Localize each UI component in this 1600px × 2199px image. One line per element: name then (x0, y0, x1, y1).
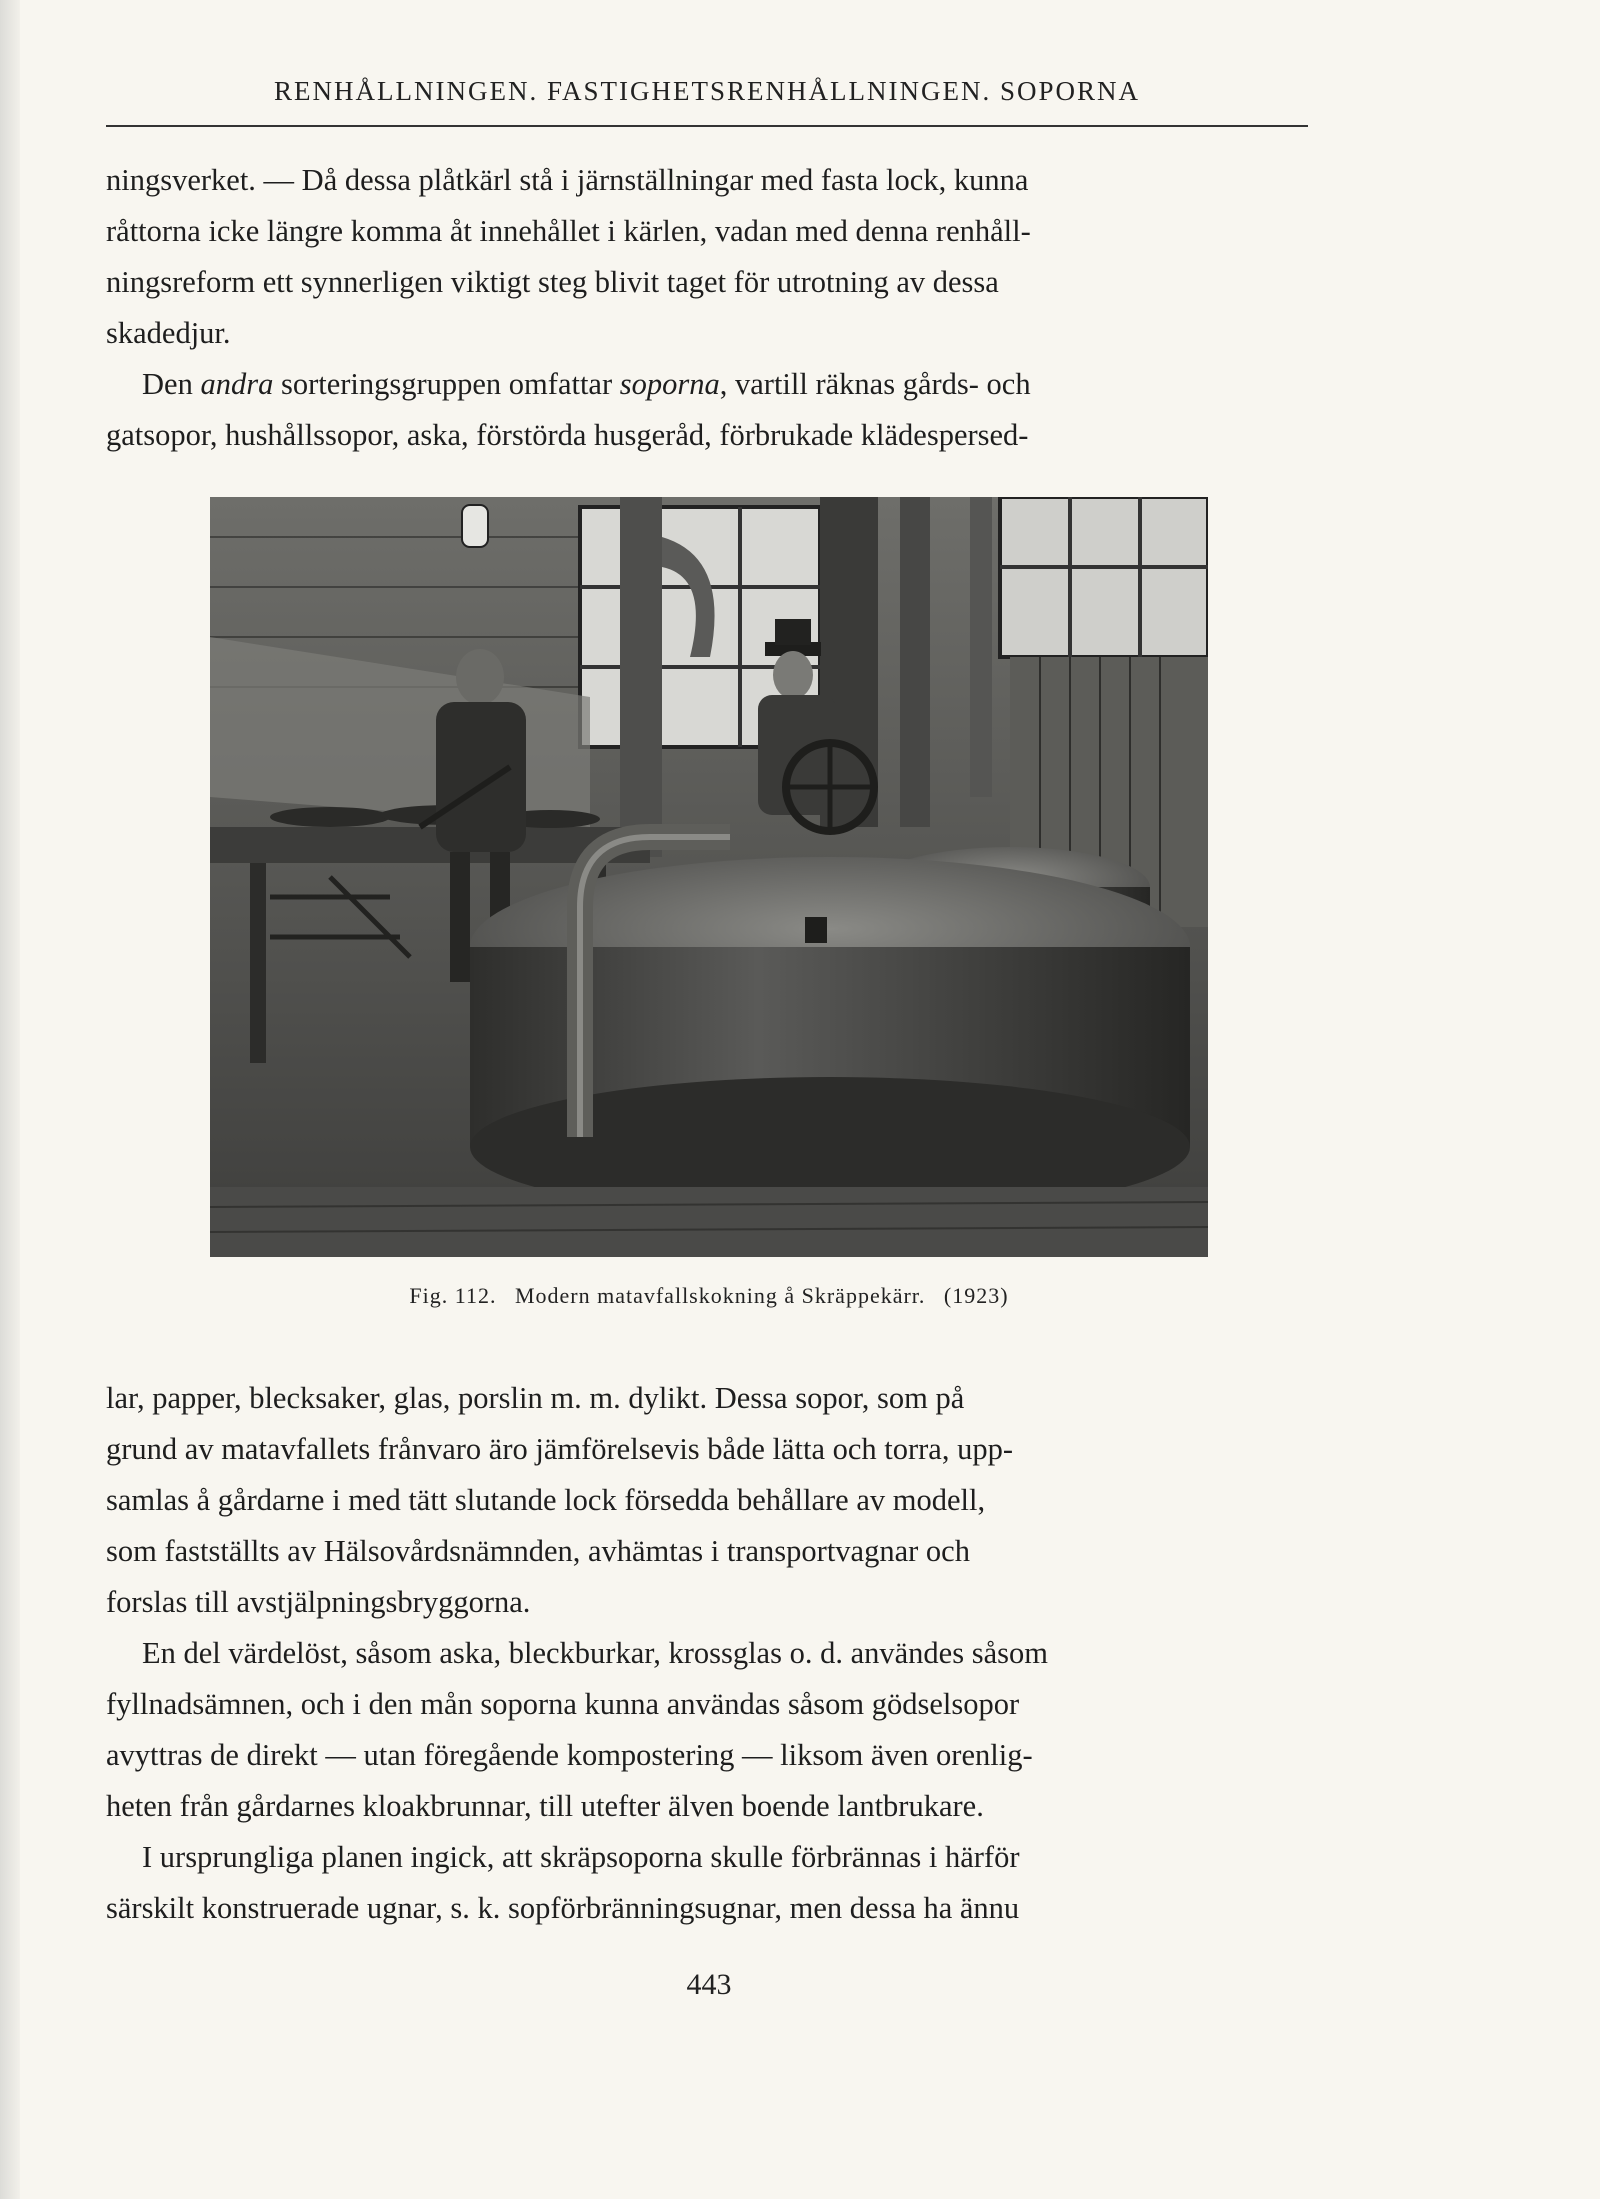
text-line: grund av matavfallets frånvaro äro jämförelsevis både lätta och torra, upp- (106, 1432, 1014, 1466)
paragraph-soporna (106, 359, 1312, 461)
paragraph-ugnar (106, 1832, 1312, 1934)
page-gutter-shadow (0, 0, 20, 2199)
text-line: råttorna icke längre komma åt innehållet i kärlen, vadan med denna renhåll- (106, 214, 1031, 248)
text-line: samlas å gårdarne i med tätt slutande lock försedda behållare av modell, (106, 1483, 986, 1517)
figure-caption (106, 1283, 1312, 1309)
text-line: En del värdelöst, såsom aska, bleckburkar, krossglas o. d. användes såsom (142, 1636, 1048, 1670)
text-line: lar, papper, blecksaker, glas, porslin m. m. dylikt. Dessa sopor, som på (106, 1381, 965, 1415)
italic-term: soporna (619, 367, 720, 401)
figure-year: (1923) (943, 1283, 1009, 1308)
figure-photograph (210, 497, 1208, 1257)
text-line: som fastställts av Hälsovårdsnämnden, avhämtas i transportvagnar och (106, 1534, 970, 1568)
text-line: avyttras de direkt — utan föregående kompostering — liksom även orenlig- (106, 1738, 1033, 1772)
body-text-top (106, 155, 1312, 461)
italic-term: andra (200, 367, 274, 401)
page-number: 443 (686, 1968, 732, 2001)
text-line: skadedjur. (106, 316, 231, 350)
text-line: fyllnadsämnen, och i den mån soporna kunna användas såsom gödselsopor (106, 1687, 1020, 1721)
text-line: särskilt konstruerade ugnar, s. k. sopförbränningsugnar, men dessa ha ännu (106, 1891, 1020, 1925)
paragraph-continued (106, 155, 1312, 359)
text-line: I ursprungliga planen ingick, att skräpsoporna skulle förbrännas i härför (142, 1840, 1020, 1874)
text-line: ningsreform ett synnerligen viktigt steg blivit taget för utrotning av dessa (106, 265, 999, 299)
text-run: sorteringsgruppen omfattar (273, 367, 620, 401)
paragraph-fyllnad (106, 1628, 1312, 1832)
text-run: , vartill räknas gårds- och (719, 367, 1031, 401)
boiler-room-photo (210, 497, 1208, 1257)
body-text-bottom (106, 1373, 1312, 1934)
running-head: RENHÅLLNINGEN. FASTIGHETSRENHÅLLNINGEN. SOPORNA (274, 76, 1140, 106)
header-rule (106, 125, 1308, 127)
paragraph-continued (106, 1373, 1312, 1628)
text-line: gatsopor, hushållssopor, aska, förstörda husgeråd, förbrukade klädespersed- (106, 418, 1029, 452)
text-line: heten från gårdarnes kloakbrunnar, till utefter älven boende lantbrukare. (106, 1789, 984, 1823)
figure-label: Fig. 112. (409, 1283, 497, 1308)
text-run: Den (142, 367, 201, 401)
text-line: ningsverket. — Då dessa plåtkärl stå i järnställningar med fasta lock, kunna (106, 163, 1029, 197)
figure-title: Modern matavfallskokning å Skräppekärr. (514, 1283, 926, 1308)
text-line: forslas till avstjälpningsbryggorna. (106, 1585, 531, 1619)
